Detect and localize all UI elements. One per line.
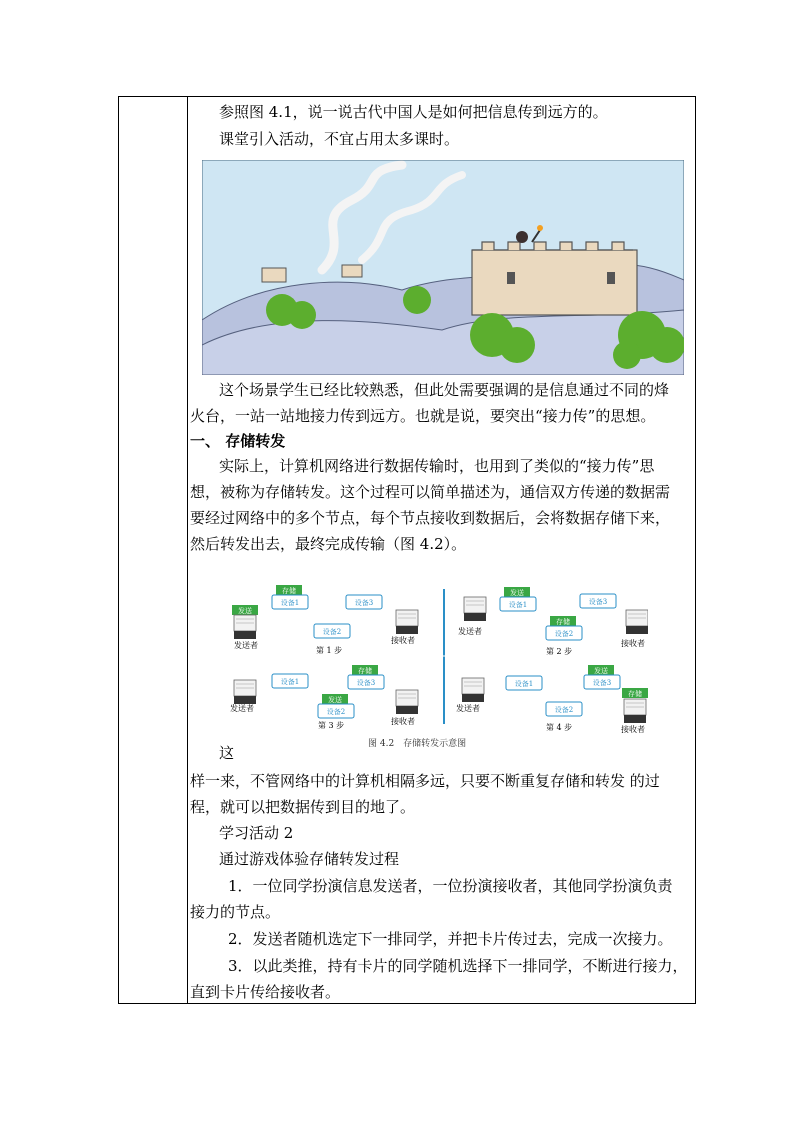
send-tag-label: 发送 <box>238 607 252 615</box>
section-heading-store-forward: 一、 存储转发 <box>190 432 286 450</box>
table-column-divider <box>187 96 188 1004</box>
step-label: 第 1 步 <box>316 646 343 655</box>
paragraph-reference-question: 参照图 4.1，说一说古代中国人是如何把信息传到远方的。 <box>219 103 608 121</box>
store-tag-label: 存储 <box>556 618 570 626</box>
device-2-label: 设备2 <box>554 630 574 638</box>
device-2-label: 设备2 <box>322 628 342 636</box>
receiver-label: 接收者 <box>391 636 415 645</box>
paragraph-conclusion-1: 这 <box>219 744 235 762</box>
store-forward-diagram <box>228 584 648 749</box>
device-3-label: 设备3 <box>592 679 612 687</box>
receiver-computer-icon <box>396 690 418 714</box>
sender-label: 发送者 <box>234 641 258 650</box>
activity-step-1-line-2: 接力的节点。 <box>190 903 281 921</box>
device-1-label: 设备1 <box>280 678 300 686</box>
step-label: 第 3 步 <box>318 721 345 730</box>
diagram-step-2 <box>458 587 648 656</box>
device-3-label: 设备3 <box>354 599 374 607</box>
sender-label: 发送者 <box>458 627 482 636</box>
device-2-label: 设备2 <box>554 706 574 714</box>
diagram-step-4 <box>456 665 648 734</box>
sender-computer-icon <box>464 597 486 621</box>
activity-step-3-line-2: 直到卡片传给接收者。 <box>190 983 341 1001</box>
paragraph-store-forward-1: 实际上，计算机网络进行数据传输时，也用到了类似的“接力传”思 <box>219 457 655 475</box>
paragraph-conclusion-3: 程，就可以把数据传到目的地了。 <box>190 798 416 816</box>
device-1-label: 设备1 <box>280 599 300 607</box>
send-tag-label: 发送 <box>510 589 524 597</box>
paragraph-conclusion-2: 样一来，不管网络中的计算机相隔多远，只要不断重复存储和转发 的过 <box>190 772 660 790</box>
device-1-label: 设备1 <box>514 680 534 688</box>
paragraph-store-forward-4: 然后转发出去，最终完成传输（图 4.2）。 <box>190 535 467 553</box>
learning-activity-subtitle: 通过游戏体验存储转发过程 <box>219 850 400 868</box>
receiver-label: 接收者 <box>391 717 415 726</box>
paragraph-scene-explain-1: 这个场景学生已经比较熟悉，但此处需要强调的是信息通过不同的烽 <box>219 381 670 399</box>
paragraph-intro-note: 课堂引入活动，不宜占用太多课时。 <box>219 130 460 148</box>
sender-label: 发送者 <box>230 704 254 713</box>
store-tag-label: 存储 <box>282 587 296 595</box>
activity-step-2: 2．发送者随机选定下一排同学，并把卡片传过去，完成一次接力。 <box>228 930 673 948</box>
diagram-step-1 <box>232 585 418 655</box>
diagram-caption: 图 4.2 存储转发示意图 <box>368 739 467 749</box>
device-1-label: 设备1 <box>508 601 528 609</box>
paragraph-store-forward-3: 要经过网络中的多个节点，每个节点接收到数据后，会将数据存储下来， <box>190 509 671 527</box>
device-3-label: 设备3 <box>588 598 608 606</box>
activity-step-3-line-1: 3．以此类推，持有卡片的同学随机选择下一排同学，不断进行接力， <box>228 957 688 975</box>
great-wall-beacon-illustration <box>202 160 684 375</box>
send-tag-label: 发送 <box>328 696 342 704</box>
device-3-label: 设备3 <box>356 679 376 687</box>
paragraph-scene-explain-2: 火台，一站一站地接力传到远方。也就是说，要突出“接力传”的思想。 <box>190 407 656 425</box>
store-tag-label: 存储 <box>358 667 372 675</box>
sender-computer-icon <box>234 680 256 704</box>
step-label: 第 4 步 <box>546 723 573 732</box>
step-label: 第 2 步 <box>546 647 573 656</box>
send-tag-label: 发送 <box>594 667 608 675</box>
receiver-computer-icon <box>626 610 648 634</box>
diagram-step-3 <box>230 665 418 730</box>
store-tag-label: 存储 <box>628 690 642 698</box>
sender-label: 发送者 <box>456 704 480 713</box>
receiver-computer-icon <box>396 610 418 634</box>
learning-activity-title: 学习活动 2 <box>219 824 294 842</box>
activity-step-1-line-1: 1．一位同学扮演信息发送者，一位扮演接收者，其他同学扮演负责 <box>228 877 673 895</box>
sender-computer-icon <box>462 678 484 702</box>
paragraph-store-forward-2: 想，被称为存储转发。这个过程可以简单描述为，通信双方传递的数据需 <box>190 483 671 501</box>
receiver-label: 接收者 <box>621 639 645 648</box>
receiver-computer-icon <box>624 699 646 723</box>
receiver-label: 接收者 <box>621 725 645 734</box>
sender-computer-icon <box>234 615 256 639</box>
device-2-label: 设备2 <box>326 708 346 716</box>
